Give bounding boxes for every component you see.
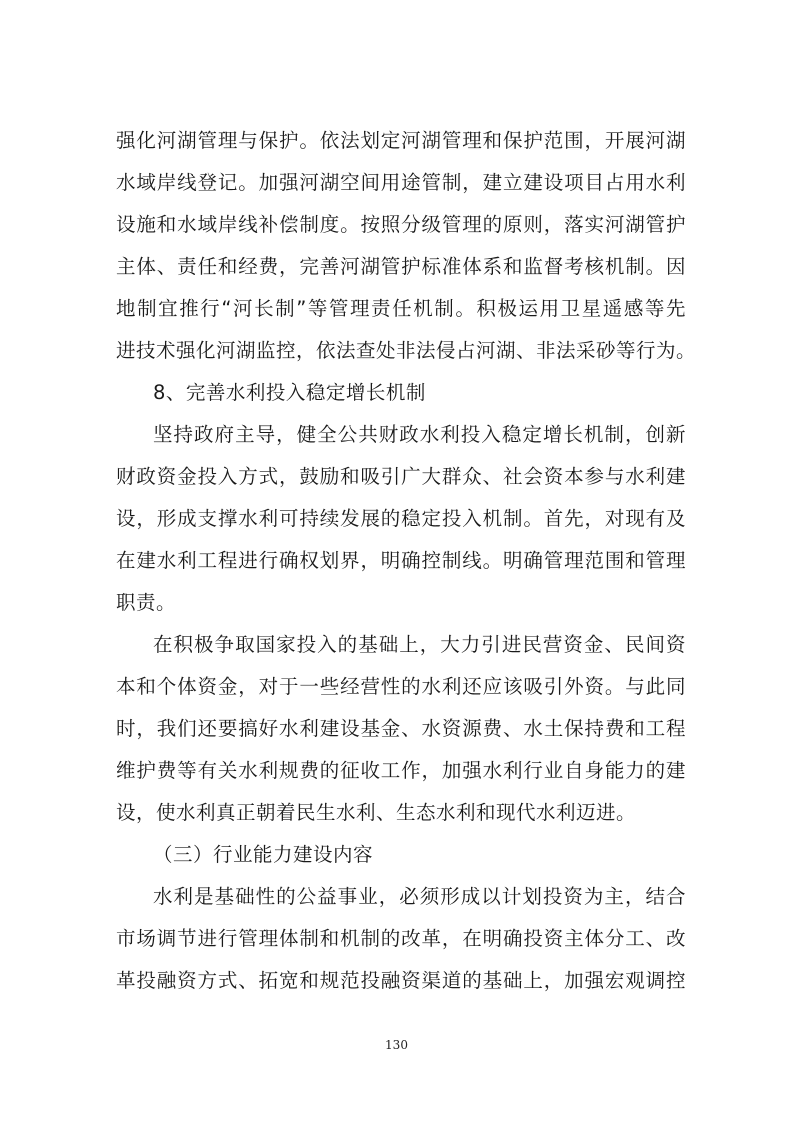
body-text-line: 进技术强化河湖监控，依法查处非法侵占河湖、非法采砂等行为。 [116,339,697,362]
body-text-line: 水域岸线登记。加强河湖空间用途管制，建立建设项目占用水利 [116,171,686,194]
body-text-line: 强化河湖管理与保护。依法划定河湖管理和保护范围，开展河湖 [116,129,686,152]
subsection-heading: （三）行业能力建设内容 [153,843,374,866]
body-text-line: 财政资金投入方式，鼓励和吸引广大群众、社会资本参与水利建 [116,465,686,488]
body-text-line: 本和个体资金，对于一些经营性的水利还应该吸引外资。与此同 [116,675,686,698]
body-text-line: 时，我们还要搞好水利建设基金、水资源费、水土保持费和工程 [116,717,686,740]
paragraph-first-line: 坚持政府主导，健全公共财政水利投入稳定增长机制，创新 [153,423,686,446]
body-text-line: 设施和水域岸线补偿制度。按照分级管理的原则，落实河湖管护 [116,213,686,236]
body-text-line: 职责。 [116,591,177,614]
paragraph-first-line: 在积极争取国家投入的基础上，大力引进民营资金、民间资 [153,633,686,656]
body-text-line: 革投融资方式、拓宽和规范投融资渠道的基础上，加强宏观调控 [116,969,686,992]
body-text-line: 在建水利工程进行确权划界，明确控制线。明确管理范围和管理 [116,549,686,572]
body-text-line: 维护费等有关水利规费的征收工作，加强水利行业自身能力的建 [116,759,686,782]
page-number: 130 [385,1038,408,1052]
body-text-line: 设，使水利真正朝着民生水利、生态水利和现代水利迈进。 [116,801,637,824]
paragraph-first-line: 水利是基础性的公益事业，必须形成以计划投资为主，结合 [153,885,686,908]
body-text-line: 主体、责任和经费，完善河湖管护标准体系和监督考核机制。因 [116,255,686,278]
body-text-line: 市场调节进行管理体制和机制的改革，在明确投资主体分工、改 [116,927,686,950]
section-heading: 8、完善水利投入稳定增长机制 [153,381,426,404]
body-text-line: 地制宜推行“河长制”等管理责任机制。积极运用卫星遥感等先 [116,297,686,320]
body-text-line: 设，形成支撑水利可持续发展的稳定投入机制。首先，对现有及 [116,507,686,530]
